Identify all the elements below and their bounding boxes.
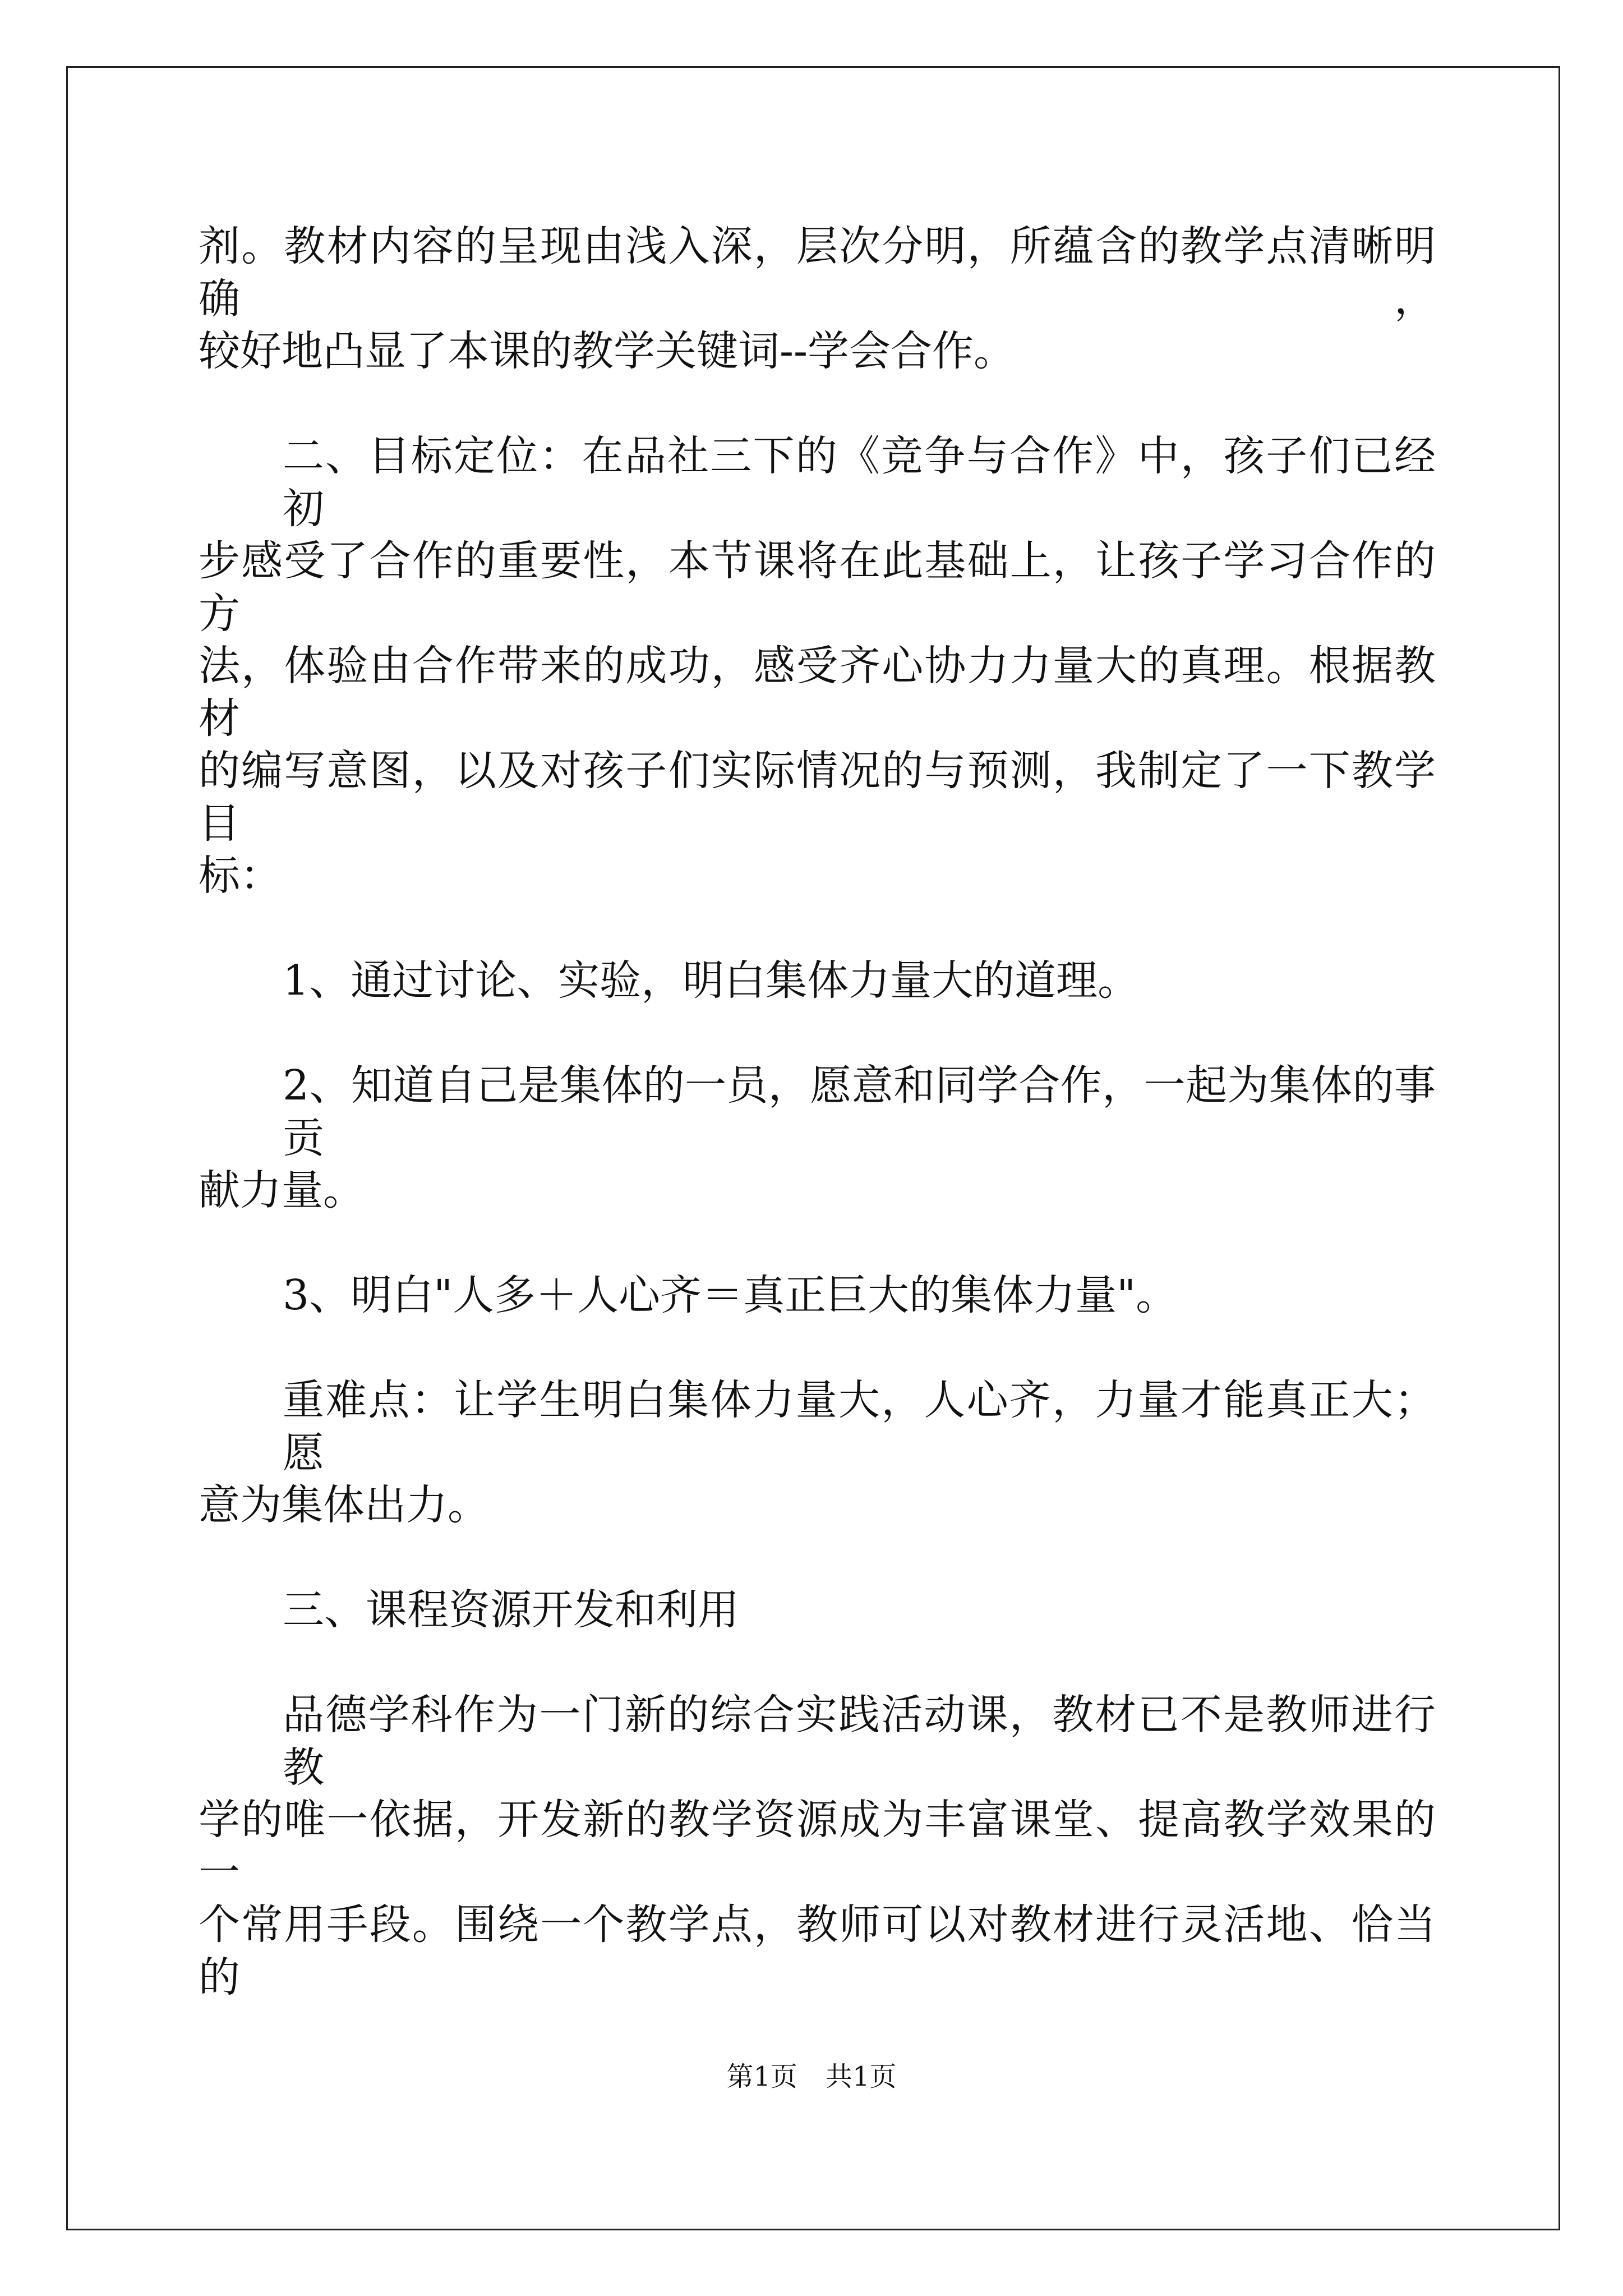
text-line: 剂。教材内容的呈现由浅入深，层次分明，所蕴含的教学点清晰明确， <box>199 222 1436 323</box>
page-total-label: 共1页 <box>826 2061 897 2092</box>
text-line: 3、明白"人多＋人心齐＝真正巨大的集体力量"。 <box>283 1271 1178 1319</box>
page-footer <box>0 2060 1623 2093</box>
text-line: 步感受了合作的重要性，本节课将在此基础上，让孩子学习合作的方 <box>199 537 1436 638</box>
text-line: 学的唯一依据，开发新的教学资源成为丰富课堂、提高教学效果的一 <box>199 1796 1436 1897</box>
text-line: 二、目标定位：在品社三下的《竞争与合作》中，孩子们已经初 <box>283 432 1436 533</box>
text-line: 意为集体出力。 <box>199 1481 489 1529</box>
text-line: 较好地凸显了本课的教学关键词--学会合作。 <box>199 327 1016 375</box>
text-line: 献力量。 <box>199 1166 365 1214</box>
text-line: 的编写意图，以及对孩子们实际情况的与预测，我制定了一下教学目 <box>199 747 1436 848</box>
text-line: 法，体验由合作带来的成功，感受齐心协力力量大的真理。根据教材 <box>199 642 1436 743</box>
text-line: 标： <box>199 852 282 900</box>
text-line: 重难点：让学生明白集体力量大，人心齐，力量才能真正大；愿 <box>283 1376 1436 1477</box>
page-number-label: 第1页 <box>726 2061 797 2092</box>
text-line: 1、通过讨论、实验，明白集体力量大的道理。 <box>283 956 1140 1005</box>
text-line: 品德学科作为一门新的综合实践活动课，教材已不是教师进行教 <box>283 1691 1436 1792</box>
text-line: 2、知道自己是集体的一员，愿意和同学合作，一起为集体的事贡 <box>283 1061 1436 1162</box>
text-line: 三、课程资源开发和利用 <box>283 1586 739 1634</box>
text-line: 个常用手段。围绕一个教学点，教师可以对教材进行灵活地、恰当的 <box>199 1901 1436 2001</box>
